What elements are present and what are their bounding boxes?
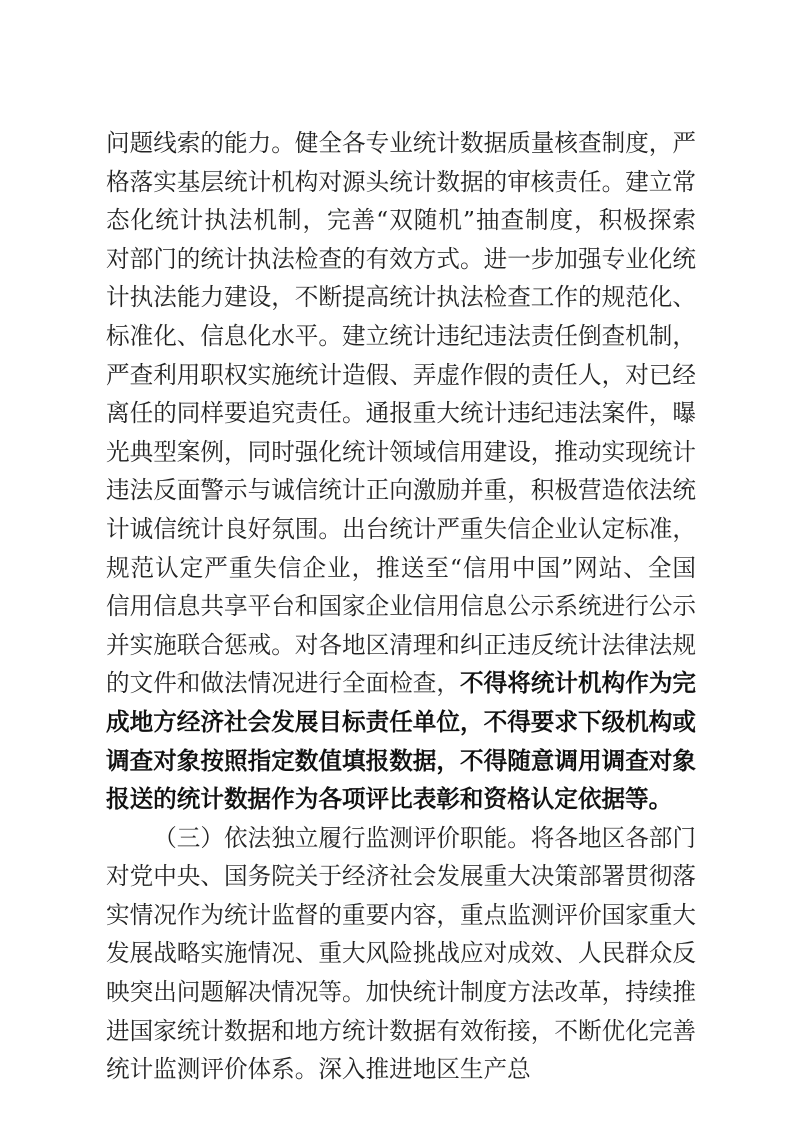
paragraph-1 — [106, 124, 696, 819]
document-page — [106, 124, 696, 1089]
paragraph-1-bold-text: 不得将统计机构作为完成地方经济社会发展目标责任单位，不得要求下级机构或调查对象按照指定数值填报数据，不得随意调用调查对象报送的统计数据作为各项评比表彰和资格认定依据等。 — [106, 669, 697, 814]
paragraph-2-text: （三）依法独立履行监测评价职能。将各地区各部门对党中央、国务院关于经济社会发展重大决策部署贯彻落实情况作为统计监督的重要内容，重点监测评价国家重大发展战略实施情况、重大风险挑战应对成效、人民群众反映突出问题解决情况等。加快统计制度方法改革，持续推进国家统计数据和地方统计数据有效衔接，不断优化完善统计监测评价体系。深入推进地区生产总 — [106, 823, 696, 1084]
paragraph-1-text: 问题线索的能力。健全各专业统计数据质量核查制度，严格落实基层统计机构对源头统计数据的审核责任。建立常态化统计执法机制，完善“双随机”抽查制度，积极探索对部门的统计执法检查的有效方式。进一步加强专业化统计执法能力建设，不断提高统计执法检查工作的规范化、标准化、信息化水平。建立统计违纪违法责任倒查机制，严查利用职权实施统计造假、弄虚作假的责任人，对已经离任的同样要追究责任。通报重大统计违纪违法案件，曝光典型案例，同时强化统计领域信用建设，推动实现统计违法反面警示与诚信统计正向激励并重，积极营造依法统计诚信统计良好氛围。出台统计严重失信企业认定标准，规范认定严重失信企业，推送至“信用中国”网站、全国信用信息共享平台和国家企业信用信息公示系统进行公示并实施联合惩戒。对各地区清理和纠正违反统计法律法规的文件和做法情况进行全面检查， — [106, 129, 696, 698]
paragraph-2 — [106, 819, 696, 1089]
